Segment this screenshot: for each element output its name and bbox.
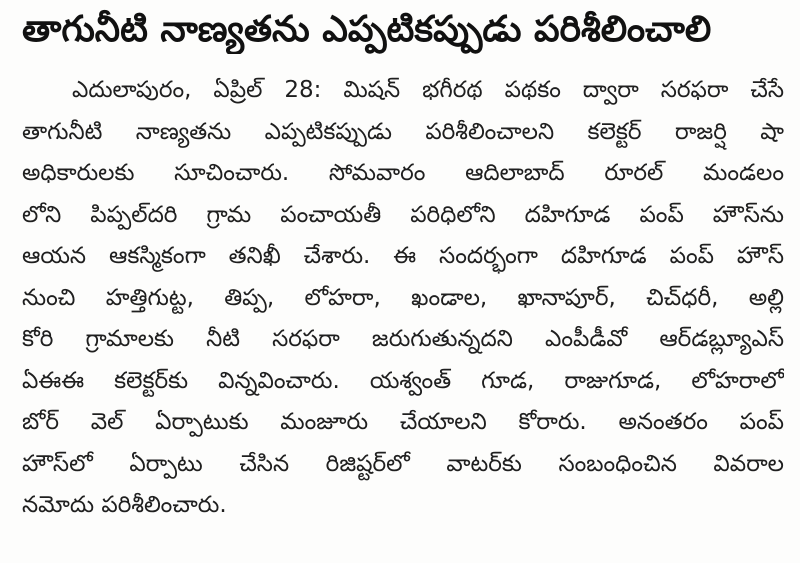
article-line: ఎదులాపురం, ఏప్రిల్ 28: మిషన్ భగీరథ పథకం ద్వారా సరఫరా చేసే [72,77,784,103]
article-line: నమోదు పరిశీలించారు. [22,492,227,518]
article-line: లోని పిప్పల్‌దరి గ్రామ పంచాయతీ పరిధిలోని దహిగూడ పంప్ హౌస్‌ను [22,201,784,228]
article-line: హౌస్‌లో ఏర్పాటు చేసిన రిజిష్టర్‌లో వాటర్‌కు సంబంధించిన వివరాల [22,450,784,477]
article-line: ఏఈఈ కలెక్టర్‌కు విన్నవించారు. యశ్వంత్ గూడ, రాజుగూడ, లోహరాలో [22,367,784,394]
article-line: నుంచి హత్తిగుట్ట, తిప్ప, లోహరా, ఖండాల, ఖానాపూర్, చిచ్‌ధరీ, అల్లి [22,284,784,311]
article-line: అధికారులకు సూచించారు. సోమవారం ఆదిలాబాద్ రూరల్ మండలం [22,160,784,186]
article-headline: తాగునీటి నాణ్యతను ఎప్పటికప్పుడు పరిశీలించాలి [22,9,712,50]
article-line: కోరి గ్రామాలకు నీటి సరఫరా జరుగుతున్నదని ఎంపీడీవో ఆర్‌డబ్ల్యూఎస్ [22,326,784,352]
article-line: తాగునీటి నాణ్యతను ఎప్పటికప్పుడు పరిశీలించాలని కలెక్టర్ రాజర్షి షా [22,118,784,145]
article-body [22,70,784,527]
article-line: ఆయన ఆకస్మికంగా తనిఖీ చేశారు. ఈ సందర్భంగా దహిగూడ పంప్ హౌస్ [22,243,784,269]
article-line: బోర్ వెల్ ఏర్పాటుకు మంజూరు చేయాలని కోరారు. అనంతరం పంప్ [22,409,784,435]
